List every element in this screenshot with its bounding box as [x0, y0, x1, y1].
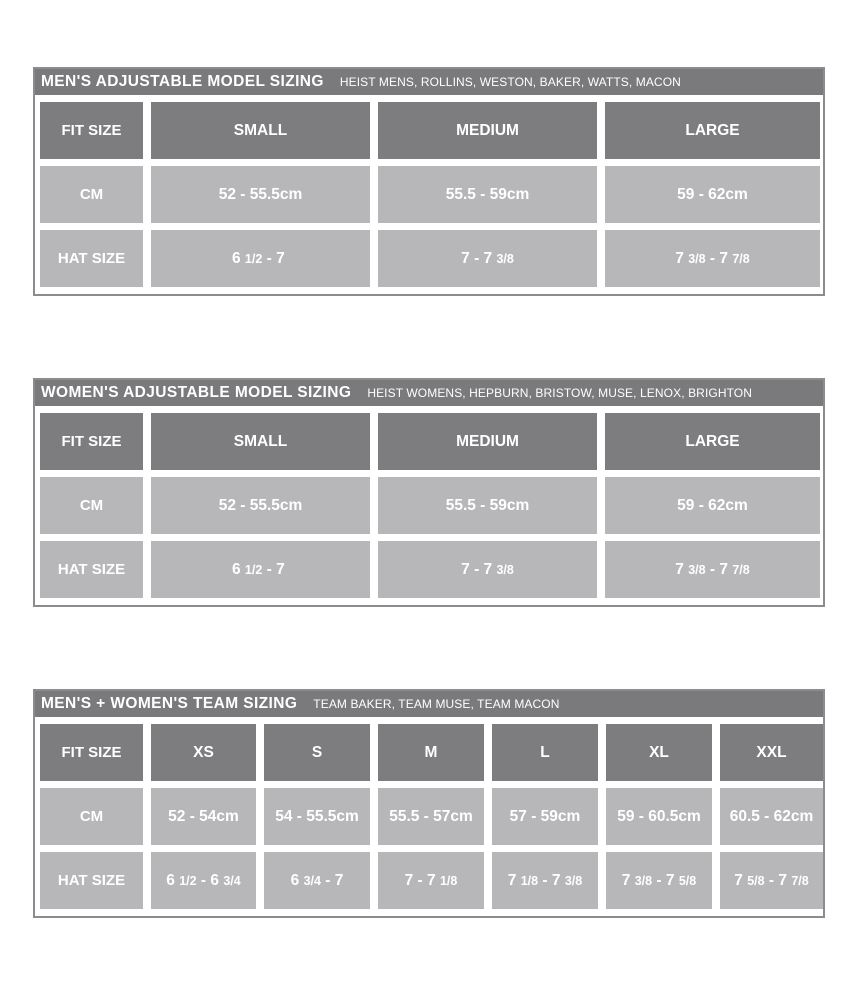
womens-adjustable-size-chart: [33, 378, 825, 607]
cm-value: 52 - 55.5cm: [151, 477, 370, 534]
size-header: XS: [151, 724, 256, 781]
cm-value: 55.5 - 59cm: [378, 477, 597, 534]
fit-size-label: FIT SIZE: [40, 724, 143, 781]
cm-row-label: CM: [40, 477, 143, 534]
mens-adjustable-size-chart: [33, 67, 825, 296]
size-header: MEDIUM: [378, 102, 597, 159]
hat-size-value: 7 5/8 - 7 7/8: [720, 852, 823, 909]
size-table: [35, 95, 823, 294]
cm-value: 55.5 - 59cm: [378, 166, 597, 223]
size-header: MEDIUM: [378, 413, 597, 470]
cm-row-label: CM: [40, 788, 143, 845]
hat-size-value: 6 3/4 - 7: [264, 852, 370, 909]
chart-header: [35, 380, 823, 406]
cm-value: 52 - 54cm: [151, 788, 256, 845]
size-table: [35, 406, 823, 605]
size-header: XXL: [720, 724, 823, 781]
hat-size-row-label: HAT SIZE: [40, 230, 143, 287]
hat-size-value: 7 - 7 3/8: [378, 230, 597, 287]
chart-models: TEAM BAKER, TEAM MUSE, TEAM MACON: [313, 697, 560, 711]
chart-title: WOMEN'S ADJUSTABLE MODEL SIZING: [41, 384, 352, 401]
chart-models: HEIST WOMENS, HEPBURN, BRISTOW, MUSE, LENOX, BRIGHTON: [367, 386, 753, 400]
team-size-chart: [33, 689, 825, 918]
chart-title: MEN'S + WOMEN'S TEAM SIZING: [41, 695, 298, 712]
cm-value: 60.5 - 62cm: [720, 788, 823, 845]
cm-value: 52 - 55.5cm: [151, 166, 370, 223]
size-header: S: [264, 724, 370, 781]
hat-size-row-label: HAT SIZE: [40, 541, 143, 598]
chart-title: MEN'S ADJUSTABLE MODEL SIZING: [41, 73, 324, 90]
size-header: M: [378, 724, 484, 781]
hat-size-value: 6 1/2 - 7: [151, 541, 370, 598]
cm-value: 59 - 62cm: [605, 166, 820, 223]
size-header: XL: [606, 724, 712, 781]
cm-value: 59 - 60.5cm: [606, 788, 712, 845]
hat-size-value: 6 1/2 - 6 3/4: [151, 852, 256, 909]
hat-size-value: 7 - 7 3/8: [378, 541, 597, 598]
hat-size-value: 7 1/8 - 7 3/8: [492, 852, 598, 909]
chart-models: HEIST MENS, ROLLINS, WESTON, BAKER, WATTS, MACON: [339, 75, 681, 89]
size-header: SMALL: [151, 413, 370, 470]
size-header: LARGE: [605, 102, 820, 159]
chart-header: [35, 69, 823, 95]
size-table: [35, 717, 823, 916]
cm-value: 57 - 59cm: [492, 788, 598, 845]
hat-size-row-label: HAT SIZE: [40, 852, 143, 909]
size-header: SMALL: [151, 102, 370, 159]
hat-size-value: 7 - 7 1/8: [378, 852, 484, 909]
cm-value: 59 - 62cm: [605, 477, 820, 534]
cm-value: 55.5 - 57cm: [378, 788, 484, 845]
size-header: L: [492, 724, 598, 781]
hat-size-value: 7 3/8 - 7 7/8: [605, 541, 820, 598]
chart-header: [35, 691, 823, 717]
hat-size-value: 6 1/2 - 7: [151, 230, 370, 287]
cm-row-label: CM: [40, 166, 143, 223]
fit-size-label: FIT SIZE: [40, 102, 143, 159]
cm-value: 54 - 55.5cm: [264, 788, 370, 845]
hat-size-value: 7 3/8 - 7 5/8: [606, 852, 712, 909]
fit-size-label: FIT SIZE: [40, 413, 143, 470]
size-header: LARGE: [605, 413, 820, 470]
hat-size-value: 7 3/8 - 7 7/8: [605, 230, 820, 287]
